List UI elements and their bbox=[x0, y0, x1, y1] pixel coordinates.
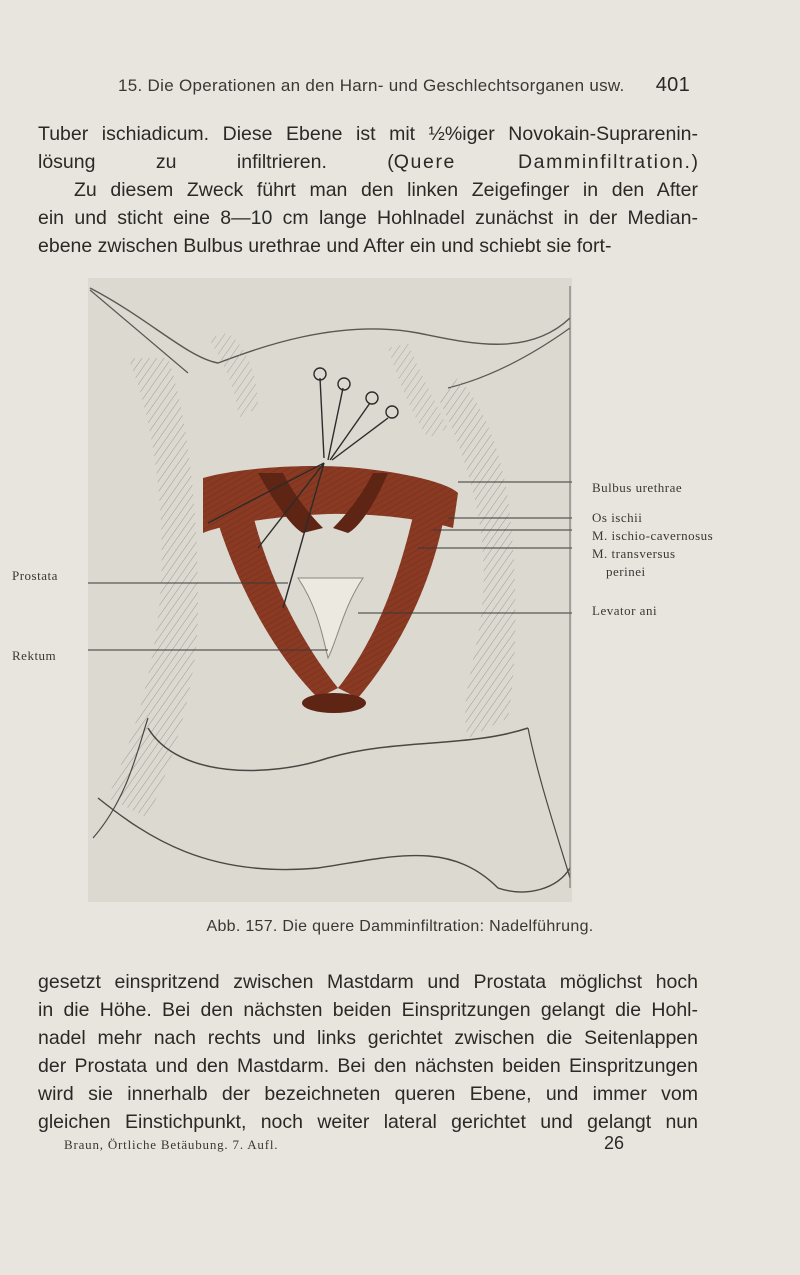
page-number: 401 bbox=[655, 74, 690, 96]
signature-mark: 26 bbox=[603, 1133, 624, 1153]
text-line: Tuber ischiadicum. Diese Ebene ist mit ½%iger Novokain-Suprarenin- bbox=[38, 123, 698, 145]
text-line: Zu diesem Zweck führt man den linken Zeigefinger in den After bbox=[74, 179, 698, 201]
running-header bbox=[118, 74, 690, 97]
label-bulbus-urethrae: Bulbus urethrae bbox=[592, 480, 683, 495]
text-line: ein und sticht eine 8—10 cm lange Hohlnadel zunächst in der Median- bbox=[38, 207, 698, 229]
text-line: nadel mehr nach rechts und links gerichtet zwischen die Seitenlappen bbox=[38, 1027, 698, 1049]
text-line: gleichen Einstichpunkt, noch weiter lateral gerichtet und gelangt nun bbox=[38, 1111, 698, 1133]
anatomy-illustration bbox=[88, 278, 572, 902]
page-footer bbox=[64, 1133, 624, 1154]
text-line: lösung zu infiltrieren. (Quere Damminfiltration.) bbox=[38, 151, 698, 173]
label-m-ischio-cavernosus: M. ischio-cavernosus bbox=[592, 528, 714, 543]
label-prostata: Prostata bbox=[12, 568, 58, 583]
figure-caption: Abb. 157. Die quere Damminfiltration: Nadelführung. bbox=[206, 918, 594, 935]
bottom-paragraph bbox=[38, 968, 698, 1136]
text-line: der Prostata und den Mastdarm. Bei den nächsten beiden Einspritzungen bbox=[38, 1055, 698, 1077]
perineum-drawing bbox=[88, 278, 572, 902]
text-line: wird sie innerhalb der bezeichneten queren Ebene, und immer vom bbox=[38, 1083, 698, 1105]
label-levator-ani: Levator ani bbox=[592, 603, 658, 618]
label-perinei: perinei bbox=[606, 564, 646, 579]
book-source: Braun, Örtliche Betäubung. 7. Aufl. bbox=[64, 1137, 279, 1152]
label-rektum: Rektum bbox=[12, 648, 57, 663]
text-line: ebene zwischen Bulbus urethrae und After ein und schiebt sie fort- bbox=[38, 235, 612, 257]
label-os-ischii: Os ischii bbox=[592, 510, 643, 525]
top-paragraph bbox=[38, 120, 698, 260]
text-line: gesetzt einspritzend zwischen Mastdarm und Prostata möglichst hoch bbox=[38, 971, 698, 993]
label-m-transversus: M. transversus bbox=[592, 546, 676, 561]
emphasis-heading: Quere Damminfiltration. bbox=[393, 151, 692, 173]
text-line: in die Höhe. Bei den nächsten beiden Einspritzungen gelangt die Hohl- bbox=[38, 999, 698, 1021]
running-title: 15. Die Operationen an den Harn- und Geschlechtsorganen usw. bbox=[118, 76, 625, 95]
